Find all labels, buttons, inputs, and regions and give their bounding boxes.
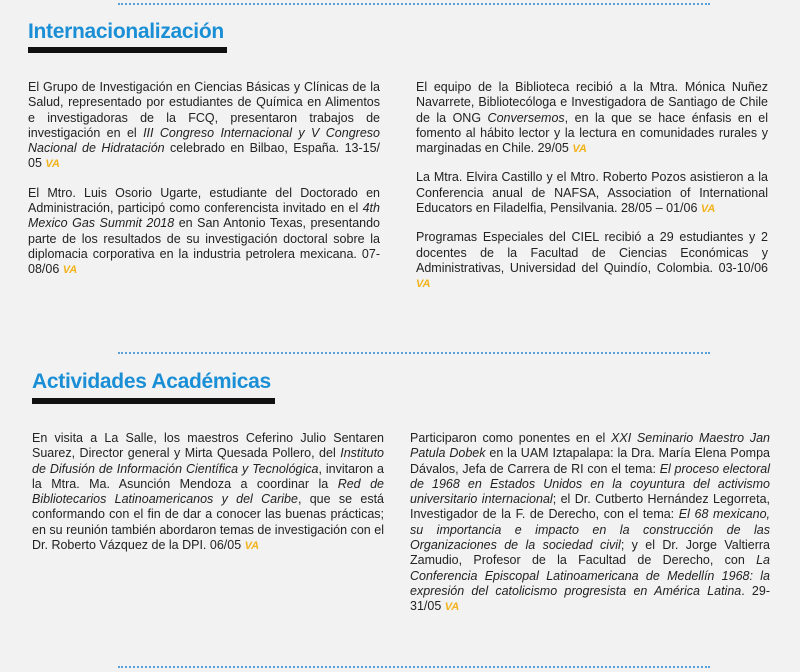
news-item xyxy=(416,80,768,157)
section-title-bar xyxy=(28,47,227,53)
italic-title-text: Instituto de Difusión de Información Científica y Tecnológica xyxy=(32,446,384,476)
paragraph-text: ; el Dr. Cutberto Hernández Legorreta, Investigador de la F. de Derecho, con el tema: xyxy=(410,492,770,522)
italic-title-text: III Congreso Internacional y V Congreso Nacional de Hidratación xyxy=(28,125,380,156)
news-item xyxy=(28,186,380,279)
paragraph-text: La Mtra. Elvira Castillo y el Mtro. Roberto Pozos asistieron a la Conferencia anual de NAFSA, Association of International Educators en Filadelfia, Pensilvania. 28/05 – 01/06 xyxy=(416,170,768,216)
va-tag: VA xyxy=(62,264,78,277)
divider-middle xyxy=(118,352,710,354)
paragraph-text: en San Antonio Texas, presentando parte de los resultados de su investigación doctoral sobre la diplomacia corporativa en la industria petrolera mexicana. 07-08/06 xyxy=(28,216,381,277)
section-title-bar xyxy=(32,398,275,404)
italic-title-text: XXI Seminario Maestro Jan Patula Dobek xyxy=(410,431,770,461)
acad-column-right xyxy=(410,431,770,629)
italic-title-text: El 68 mexicano, su importancia e impacto en la construcción de las Organizaciones de la sociedad civil xyxy=(410,507,771,553)
paragraph-text: . 29-31/05 xyxy=(410,583,770,614)
paragraph-text: , en la que se hace énfasis en el fomento al hábito lector y la lectura en comunidades rurales y marginadas en Chile. 29/05 xyxy=(416,110,768,156)
news-item xyxy=(28,80,380,173)
va-tag: VA xyxy=(416,278,431,291)
va-tag: VA xyxy=(45,158,60,171)
paragraph-text: en la UAM Iztapalapa: la Dra. María Elena Pompa Dávalos, Jefa de Carrera de RI con el tema: xyxy=(410,446,770,476)
acad-column-left xyxy=(32,431,384,567)
paragraph-text: El Mtro. Luis Osorio Ugarte, estudiante del Doctorado en Administración, participó como conferencista invitado en el xyxy=(28,185,380,216)
section-title-internacionalizacion: Internacionalización xyxy=(28,20,224,43)
italic-title-text: La Conferencia Episcopal Latinoamericana de Medellín 1968: la expresión del catolicismo progresista en América Latina xyxy=(410,553,770,598)
paragraph-text: Participaron como ponentes en el xyxy=(410,431,612,445)
paragraph-text: , que se está conformando con el fin de dar a conocer las buenas prácticas; en su reunión también abordaron temas de investigación con el Dr. Roberto Vázquez de la DPI. 06/05 xyxy=(32,492,385,553)
intl-column-right xyxy=(416,80,768,306)
intl-column-left xyxy=(28,80,380,292)
va-tag: VA xyxy=(700,203,716,216)
news-item xyxy=(416,170,768,217)
italic-title-text: El proceso electoral de 1968 en Estados Unidos en la coyuntura del activismo universitario internacional xyxy=(410,461,771,507)
italic-title-text: Red de Bibliotecarios Latinoamericanos y del Caribe xyxy=(32,476,384,507)
va-tag: VA xyxy=(444,601,460,614)
paragraph-text: Programas Especiales del CIEL recibió a 29 estudiantes y 2 docentes de la Facultad de Ciencias Económicas y Administrativas, Universidad del Quindío, Colombia. 03-10/06 xyxy=(416,230,768,275)
italic-title-text: 4th Mexico Gas Summit 2018 xyxy=(28,201,380,231)
italic-title-text: Conversemos xyxy=(487,110,565,125)
paragraph-text: celebrado en Bilbao, España. 13-15/ 05 xyxy=(28,141,381,171)
paragraph-text: ; y el Dr. Jorge Valtierra Zamudio, Profesor de la Facultad de Derecho, con xyxy=(410,538,770,568)
va-tag: VA xyxy=(572,143,587,156)
news-item xyxy=(410,431,770,616)
paragraph-text: , invitaron a la Mtra. Ma. Asunción Mendoza a coordinar la xyxy=(32,461,384,491)
section-title-actividades-academicas: Actividades Académicas xyxy=(32,370,271,393)
va-tag: VA xyxy=(244,540,260,553)
divider-top xyxy=(118,3,710,5)
paragraph-text: En visita a La Salle, los maestros Ceferino Julio Sentaren Suarez, Director general y Mirta Quesada Pollero, del xyxy=(32,431,384,461)
news-item xyxy=(32,431,384,554)
paragraph-text: El Grupo de Investigación en Ciencias Básicas y Clínicas de la Salud, representado por estudiantes de Química en Alimentos e investigadoras de la FCQ, presentaron trabajos de investigación en el xyxy=(28,80,380,140)
divider-bottom xyxy=(118,666,710,668)
news-item xyxy=(416,230,768,292)
paragraph-text: El equipo de la Biblioteca recibió a la Mtra. Mónica Nuñez Navarrete, Bibliotecóloga e Investigadora de Santiago de Chile de la ONG xyxy=(416,80,768,125)
